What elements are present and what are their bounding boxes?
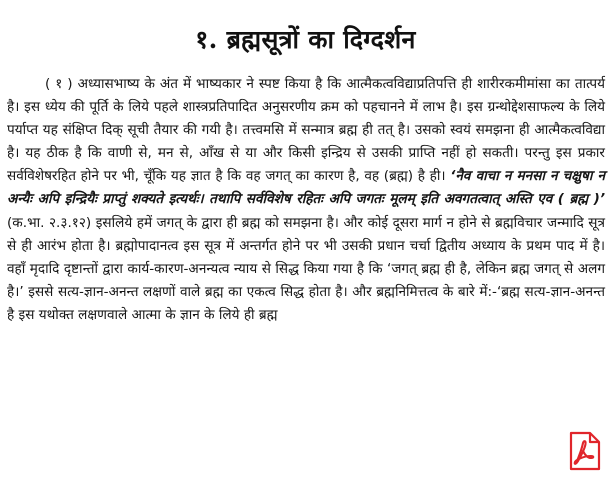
page-title: १. ब्रह्मसूत्रों का दिग्दर्शन xyxy=(195,25,416,54)
paragraph-number: ( १ ) xyxy=(45,76,73,92)
paragraph-text-part-1: अध्यासभाष्य के अंत में भाष्यकार ने स्पष्ट किया है कि आत्मैकत्वविद्याप्रतिपत्ति ही शारीरकमीमांसा का तात्पर्य है। इस ध्येय की पूर्ति के लिये पहले शास्त्रप्रतिपादित अनुसरणीय क्रम को पहचानने में लाभ है। इस ग्रन्थोद्देशसाफल्य के लिये पर्याप्त यह संक्षिप्त दिक् सूची तैयार की गयी है। तत्त्वमसि में सन्मात्र ब्रह्म ही तत् है। उसको स्वयं समझना ही आत्मैकत्वविद्या है। यह ठीक है कि वाणी से, मन से, आँख से या और किसी इन्द्रिय से उसकी प्राप्ति नहीं हो सकती। परन्तु इस प्रकार सर्वविशेषरहित होने पर भी, चूँकि यह ज्ञात है कि वह जगत् का कारण है, वह (ब्रह्म) है ही। xyxy=(7,76,605,185)
pdf-icon-graphic xyxy=(561,429,607,475)
paragraph-text-part-2: (क.भा. २.३.१२) इसलिये हमें जगत् के द्वारा ही ब्रह्म को समझना है। और कोई दूसरा मार्ग न होने से ब्रह्मविचार जन्मादि सूत्र से ही आरंभ होता है। ब्रह्मोपादानत्व इस सूत्र में अन्तर्गत होने पर भी उसकी प्रधान चर्चा द्वितीय अध्याय के प्रथम पाद में है। वहाँ मृदादि दृष्टान्तों द्वारा कार्य-कारण-अनन्यत्व न्याय से सिद्ध किया गया है कि ‘जगत् ब्रह्म ही है, लेकिन ब्रह्म जगत् से अलग है।’ इससे सत्य-ज्ञान-अनन्त लक्षणों वाले ब्रह्म का एकत्व सिद्ध होता है। और ब्रह्मनिमित्तत्व के बारे में:-‘ब्रह्म सत्य-ज्ञान-अनन्त है इस यथोक्त लक्षणवाले आत्मा के ज्ञान के लिये ही ब्रह्म xyxy=(7,214,605,323)
sanskrit-quote: ‘नैव वाचा न मनसा न चक्षुषा न अन्यैः अपि इन्द्रियैः प्राप्तुं शक्यते इत्यर्थः। तथापि सर्वविशेष रहितः अपि जगतः मूलम् इति अवगतत्वात् अस्ति एव ( ब्रह्म )’ xyxy=(7,168,606,208)
paragraph xyxy=(7,73,605,327)
pdf-icon[interactable] xyxy=(561,429,607,475)
